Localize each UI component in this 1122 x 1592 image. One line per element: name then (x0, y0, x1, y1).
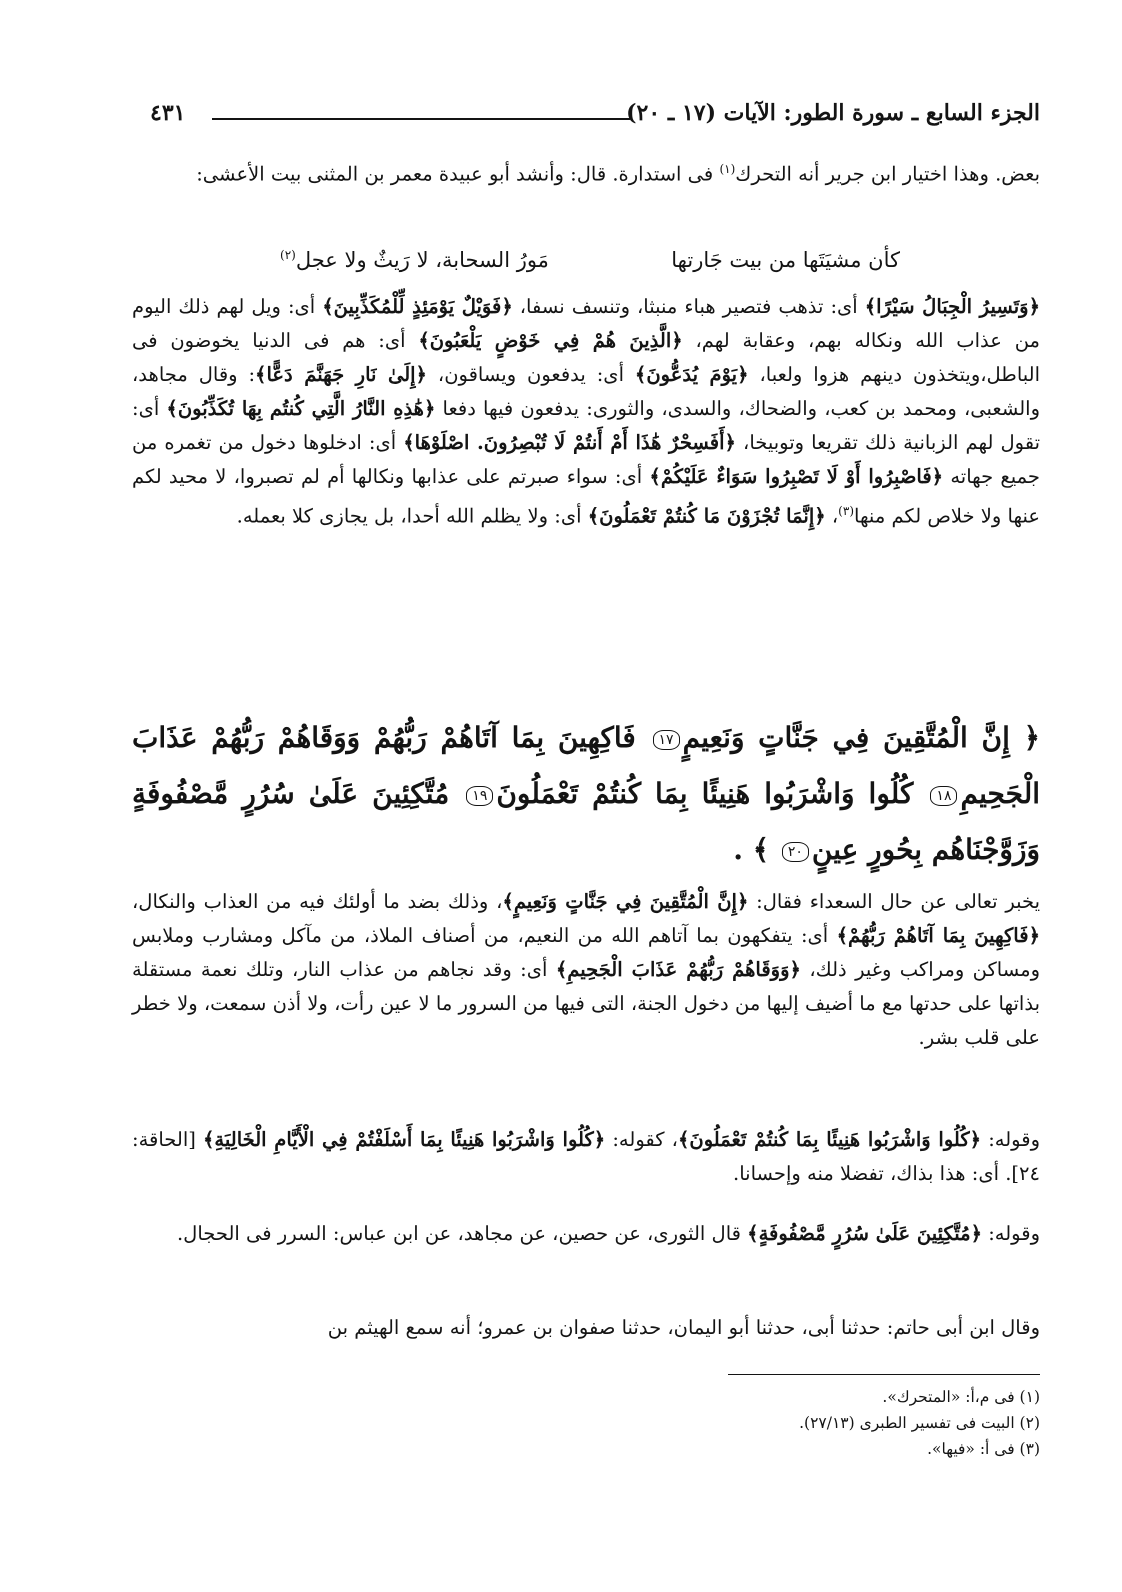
verse-18-text: فَاكِهِينَ بِمَا آتَاهُمْ رَبُّهُمْ وَوَقَاهُمْ رَبُّهُمْ عَذَابَ الْجَحِيمِ (132, 721, 1041, 810)
footnote-2: (٢) البيت فى تفسير الطبرى (٢٧/١٣). (799, 1414, 1040, 1432)
para-text: ، كقوله: (605, 1128, 678, 1151)
footnote-divider (728, 1374, 1040, 1375)
commentary-text: أى: هم فى الدنيا يخوضون فى الباطل،ويتخذون دينهم هزوا ولعبا، (132, 329, 1040, 386)
header-rule (212, 118, 630, 120)
footnote-ref-3[interactable]: (٣) (838, 504, 854, 518)
footnote-ref-1[interactable]: (١) (719, 162, 736, 176)
para-text: وقال ابن أبى حاتم: حدثنا أبى، حدثنا أبو اليمان، حدثنا صفوان بن عمرو؛ أنه سمع الهيثم بن (327, 1316, 1040, 1339)
quran-quote: ﴿إِنَّ الْمُتَّقِينَ فِي جَنَّاتٍ وَنَعِيمٍ﴾ (502, 890, 749, 913)
commentary-text: أى: سواء صبرتم على عذابها ونكالها أم لم تصبروا، لا محيد لكم عنها ولا خلاص لكم منها (132, 465, 1040, 528)
verse-18-number: ١٨ (930, 786, 957, 806)
commentary-text: أى: ولا يظلم الله أحدا، بل يجازى كلا بعمله. (236, 504, 588, 528)
paragraph-4 (132, 1311, 1040, 1345)
verse-17-number: ١٧ (653, 730, 680, 750)
quran-quote: ﴿يَوْمَ يُدَعُّونَ﴾ (634, 363, 749, 386)
quran-quote: ﴿وَوَقَاهُمْ رَبُّهُمْ عَذَابَ الْجَحِيمِ﴾ (555, 958, 801, 981)
commentary-text: أى: تذهب فتصير هباء منبثا، وتنسف نسفا، (512, 295, 865, 318)
quran-quote: ﴿إِلَىٰ نَارِ جَهَنَّمَ دَعًّا﴾ (255, 363, 427, 386)
quran-quote: ﴿مُتَّكِئِينَ عَلَىٰ سُرُرٍ مَّصْفُوفَةٍ﴾ (747, 1222, 983, 1245)
verse-open-bracket: ﴿ (1009, 721, 1041, 754)
para-text: [الحاقة: ٢٤]. أى: هذا بذاك، تفضلا منه وإحسانا. (132, 1128, 1040, 1185)
verse-19-text: كُلُوا وَاشْرَبُوا هَنِيئًا بِمَا كُنتُمْ تَعْمَلُونَ (496, 777, 914, 810)
quran-quote: ﴿كُلُوا وَاشْرَبُوا هَنِيئًا بِمَا أَسْلَفْتُمْ فِي الْأَيَّامِ الْخَالِيَةِ﴾ (202, 1128, 606, 1151)
footnotes (132, 1384, 1040, 1462)
poem-hemistich-2: مَورُ السحابة، لا رَيثٌ ولا عجل$^{(٢)}$ (280, 248, 549, 272)
header-title: الجزء السابع ـ سورة الطور: الآيات (١٧ ـ ٢٠) (626, 100, 1040, 126)
verse-20-number: ٢٠ (782, 842, 809, 862)
quran-quote: ﴿الَّذِينَ هُمْ فِي خَوْضٍ يَلْعَبُونَ﴾ (418, 329, 683, 352)
footnote-1: (١) فى م،أ: «المتحرك». (882, 1388, 1040, 1406)
paragraph-2 (132, 1123, 1040, 1191)
para-text: أى: وقد نجاهم من عذاب النار، وتلك نعمة مستقلة بذاتها على حدتها مع ما أضيف إليها من دخول الجنة، التى فيها من السرور ما لا عين رأت، ولا أذن سمعت، ولا خطر على قلب بشر. (132, 958, 1040, 1049)
verse-20-text: مُتَّكِئِينَ عَلَىٰ سُرُرٍ مَّصْفُوفَةٍ وَزَوَّجْنَاهُم بِحُورٍ عِينٍ (132, 777, 1040, 866)
commentary-text: : وقال مجاهد، والشعبى، ومحمد بن كعب، والضحاك، والسدى، والثورى: يدفعون فيها دفعا (132, 363, 1040, 420)
poem-hemistich-1: كأن مشيَتَها من بيت جَارتها (671, 248, 900, 272)
quran-quote: ﴿فَوَيْلٌ يَوْمَئِذٍ لِّلْمُكَذِّبِينَ﴾ (322, 295, 513, 318)
commentary-text: ، (825, 504, 839, 528)
footnote-3: (٣) فى أ: «فيها». (927, 1440, 1040, 1458)
verse-close-bracket: ﴾ . (733, 833, 779, 866)
para-text: يخبر تعالى عن حال السعداء فقال: (748, 890, 1040, 913)
top-paragraph (132, 152, 1040, 192)
top-text-1: بعض. وهذا اختيار ابن جرير أنه التحرك (735, 162, 1040, 186)
para-text: ، وذلك بضد ما أولئك فيه من العذاب والنكال، (132, 890, 503, 913)
commentary-text: أى: يدفعون ويساقون، (427, 363, 635, 386)
page-number: ٤٣١ (150, 100, 186, 126)
quran-verses-block (132, 710, 1040, 878)
paragraph-3 (132, 1217, 1040, 1251)
quran-quote: ﴿إِنَّمَا تُجْزَوْنَ مَا كُنتُمْ تَعْمَلُونَ﴾ (587, 504, 826, 528)
quran-quote: ﴿وَتَسِيرُ الْجِبَالُ سَيْرًا﴾ (864, 295, 1040, 318)
commentary-text: أى: تقول لهم الزبانية ذلك تقريعا وتوبيخا، (132, 397, 1040, 454)
verse-17-text: إِنَّ الْمُتَّقِينَ فِي جَنَّاتٍ وَنَعِيمٍ (682, 721, 1010, 754)
quran-quote: ﴿هَٰذِهِ النَّارُ الَّتِي كُنتُم بِهَا تُكَذِّبُونَ﴾ (166, 397, 436, 420)
para-text: وقوله: (981, 1128, 1040, 1151)
commentary-text: أى: ادخلوها دخول من تغمره من جميع جهاته (132, 431, 1040, 488)
para-text: قال الثورى، عن حصين، عن مجاهد، عن ابن عباس: السرر فى الحجال. (176, 1222, 748, 1245)
quran-quote: ﴿أَفَسِحْرٌ هَٰذَا أَمْ أَنتُمْ لَا تُبْصِرُونَ. اصْلَوْهَا﴾ (403, 431, 736, 454)
commentary-paragraph (132, 290, 1040, 534)
top-text-2: فى استدارة. قال: وأنشد أبو عبيدة معمر بن المثنى بيت الأعشى: (196, 162, 720, 186)
running-header (150, 100, 1040, 136)
para-text: أى: يتفكهون بما آتاهم الله من النعيم، من أصناف الملاذ، من مآكل ومشارب وملابس ومساكن ومراكب وغير ذلك، (132, 924, 1040, 981)
verse-19-number: ١٩ (466, 786, 493, 806)
paragraph-1 (132, 885, 1040, 1055)
para-text: وقوله: (982, 1222, 1040, 1245)
quran-quote: ﴿فَاكِهِينَ بِمَا آتَاهُمْ رَبُّهُمْ﴾ (836, 924, 1040, 947)
quran-quote: ﴿فَاصْبِرُوا أَوْ لَا تَصْبِرُوا سَوَاءٌ عَلَيْكُمْ﴾ (649, 465, 944, 488)
quran-quote: ﴿كُلُوا وَاشْرَبُوا هَنِيئًا بِمَا كُنتُمْ تَعْمَلُونَ﴾ (677, 1128, 982, 1151)
footnote-ref-2[interactable]: (٢) (280, 248, 296, 262)
poem-verse (280, 248, 900, 284)
commentary-text: أى: ويل لهم ذلك اليوم من عذاب الله ونكاله بهم، وعقابة لهم، (132, 295, 1040, 352)
